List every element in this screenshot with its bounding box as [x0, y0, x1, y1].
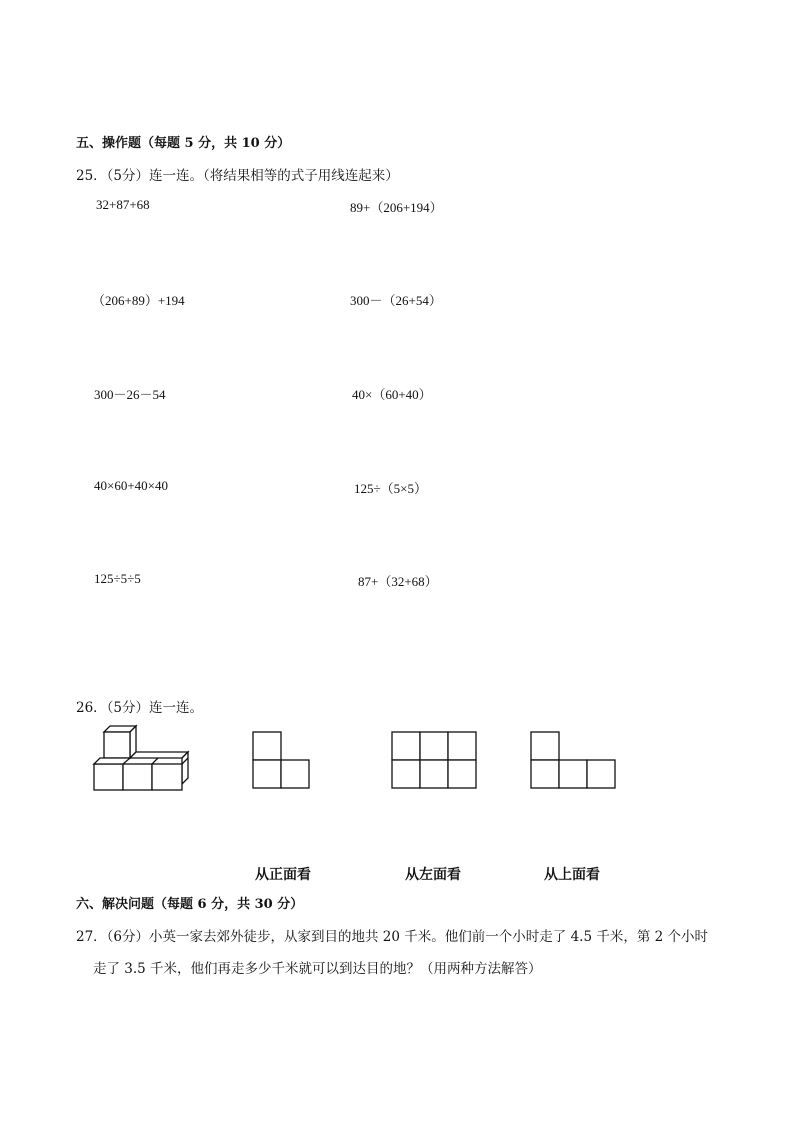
- left-expression[interactable]: 32+87+68: [96, 197, 150, 212]
- left-expression[interactable]: （206+89）+194: [92, 293, 185, 308]
- right-expression[interactable]: 40×（60+40）: [352, 387, 432, 402]
- cube-stack-figure[interactable]: [90, 724, 190, 794]
- left-expression[interactable]: 300－26－54: [94, 387, 166, 402]
- view-label-top[interactable]: 从上面看: [544, 867, 600, 883]
- question-27-line-1: 27．（6分）小英一家去郊外徒步，从家到目的地共 20 千米。他们前一个小时走了 4.5 千米，第 2 个小时: [76, 929, 709, 945]
- left-expression[interactable]: 40×60+40×40: [94, 478, 168, 493]
- view-shape-l-small[interactable]: [252, 731, 310, 789]
- question-27-line-2: 走了 3.5 千米，他们再走多少千米就可以到达目的地？（用两种方法解答）: [93, 961, 542, 977]
- right-expression[interactable]: 300－（26+54）: [350, 293, 442, 308]
- question-25-prompt: 25．（5分）连一连。（将结果相等的式子用线连起来）: [76, 168, 399, 184]
- question-26-prompt: 26．（5分）连一连。: [76, 700, 204, 716]
- section-6-heading: 六、解决问题（每题 6 分，共 30 分）: [76, 897, 304, 912]
- section-5-heading: 五、操作题（每题 5 分，共 10 分）: [76, 136, 291, 151]
- view-label-left[interactable]: 从左面看: [405, 867, 461, 883]
- right-expression[interactable]: 87+（32+68）: [358, 574, 438, 589]
- view-shape-l-wide[interactable]: [530, 731, 616, 789]
- left-expression[interactable]: 125÷5÷5: [94, 571, 141, 586]
- view-shape-grid[interactable]: [391, 731, 477, 789]
- view-label-front[interactable]: 从正面看: [255, 867, 311, 883]
- right-expression[interactable]: 125÷（5×5）: [354, 481, 427, 496]
- right-expression[interactable]: 89+（206+194）: [350, 200, 443, 215]
